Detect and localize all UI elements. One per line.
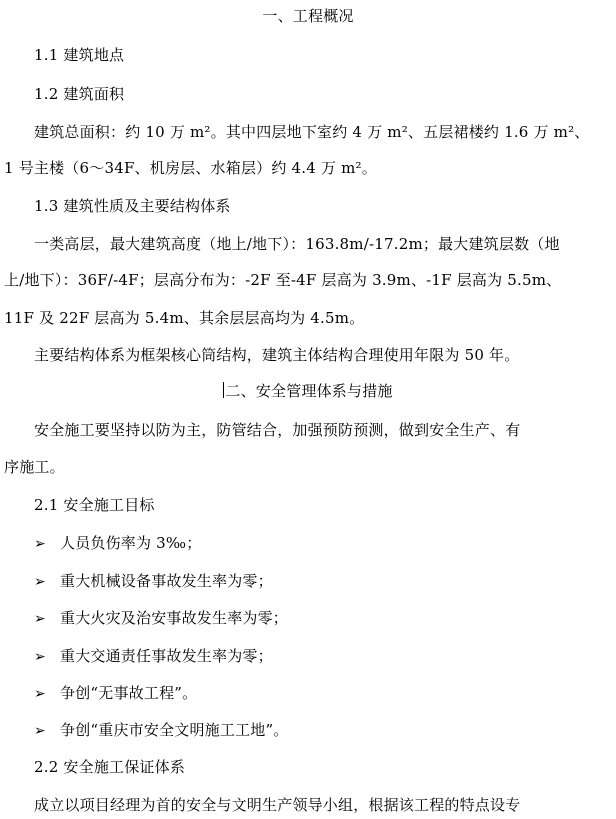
goal-text: 争创“重庆市安全文明施工工地”。 [60, 721, 289, 739]
intro-paragraph-line-1: 安全施工要坚持以防为主，防管结合，加强预防预测，做到安全生产、有 [34, 421, 521, 439]
subsection-1-2-heading: 1.2 建筑面积 [34, 85, 125, 103]
goal-text: 重大火灾及治安事故发生率为零； [60, 609, 289, 627]
nature-paragraph-line-3: 11F 及 22F 层高为 5.4m、其余层层高均为 4.5m。 [4, 309, 365, 327]
nature-paragraph-line-2: 上/地下）：36F/-4F；层高分布为：-2F 至-4F 层高为 3.9m、-1F 层高为 5.5m、 [4, 271, 562, 289]
area-paragraph-line-2: 1 号主楼（6～34F、机房层、水箱层）约 4.4 万 m²。 [4, 159, 377, 177]
section-2-title-text: 二、安全管理体系与措施 [225, 382, 393, 400]
goal-text: 人员负伤率为 3‰； [60, 534, 202, 552]
subsection-2-2-heading: 2.2 安全施工保证体系 [34, 758, 186, 776]
guarantee-paragraph-line-1: 成立以项目经理为首的安全与文明生产领导小组，根据该工程的特点设专 [34, 796, 521, 814]
goal-list-item [0, 533, 616, 554]
goal-text: 争创“无事故工程”。 [60, 684, 198, 702]
subsection-2-1-heading: 2.1 安全施工目标 [34, 496, 155, 514]
intro-paragraph-line-2: 序施工。 [4, 458, 65, 476]
goal-list-item [0, 646, 616, 667]
goal-list-item [0, 683, 616, 704]
subsection-1-1-heading: 1.1 建筑地点 [34, 46, 125, 64]
goal-list-item [0, 720, 616, 741]
subsection-1-3-heading: 1.3 建筑性质及主要结构体系 [34, 197, 231, 215]
area-paragraph-line-1: 建筑总面积：约 10 万 m²。其中四层地下室约 4 万 m²、五层裙楼约 1.6 万 m²、 [34, 123, 590, 141]
bullet-arrow-icon: ➢ [34, 686, 46, 702]
section-2-title [0, 381, 616, 401]
bullet-arrow-icon: ➢ [34, 536, 46, 552]
bullet-arrow-icon: ➢ [34, 723, 46, 739]
structure-paragraph: 主要结构体系为框架核心筒结构，建筑主体结构合理使用年限为 50 年。 [34, 346, 520, 364]
goal-text: 重大机械设备事故发生率为零； [60, 572, 273, 590]
bullet-arrow-icon: ➢ [34, 574, 46, 590]
section-1-title: 一、工程概况 [262, 7, 354, 25]
bullet-arrow-icon: ➢ [34, 649, 46, 665]
goal-text: 重大交通责任事故发生率为零； [60, 647, 273, 665]
goal-list-item [0, 608, 616, 629]
nature-paragraph-line-1: 一类高层，最大建筑高度（地上/地下）：163.8m/-17.2m；最大建筑层数（地 [34, 235, 560, 253]
goal-list-item [0, 571, 616, 592]
bullet-arrow-icon: ➢ [34, 611, 46, 627]
